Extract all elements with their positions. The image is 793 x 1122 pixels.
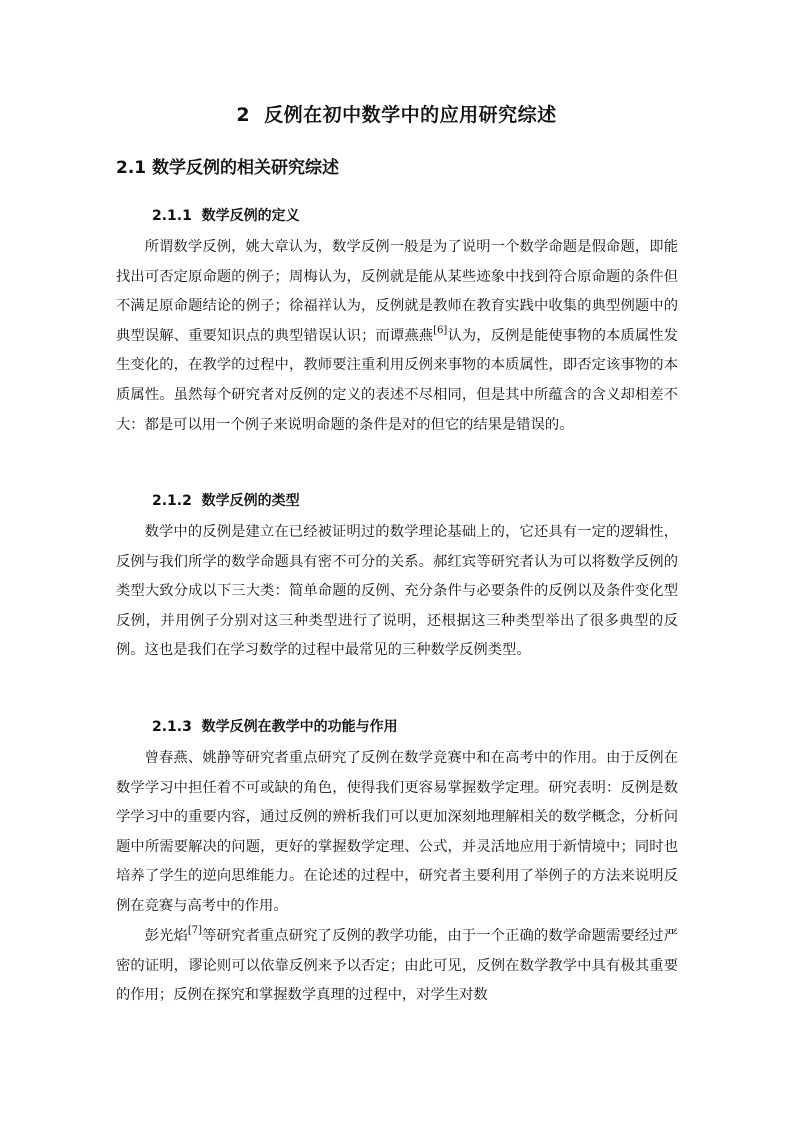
- section-number: 2.1: [116, 158, 147, 178]
- subsection-title: 数学反例在教学中的功能与作用: [201, 719, 398, 735]
- paragraph-types: [116, 518, 678, 666]
- paragraph-text: 认为，反例是能使事物的本质属性发生变化的，在教学的过程中，教师要注重利用反例来事物的本质属性，即否定该事物的本质属性。虽然每个研究者对反例的定义的表述不尽相同，但是其中所蕴含的含义却相差不大：都是可以用一个例子来说明命题的条件是对的但它的结果是错误的。: [116, 327, 679, 433]
- section-heading: [116, 153, 339, 178]
- subsection-title: 数学反例的定义: [201, 208, 300, 224]
- paragraph-text: 数学中的反例是建立在已经被证明过的数学理论基础上的，它还具有一定的逻辑性，反例与我们所学的数学命题具有密不可分的关系。郝红宾等研究者认为可以将数学反例的类型大致分成以下三大类：简单命题的反例、充分条件与必要条件的反例以及条件变化型反例，并用例子分别对这三种类型进行了说明，还根据这三种类型举出了很多典型的反例。这也是我们在学习数学的过程中最常见的三种数学反例类型。: [116, 524, 678, 659]
- paragraph-text: 曾春燕、姚静等研究者重点研究了反例在数学竞赛中和在高考中的作用。由于反例在数学学习中担任着不可或缺的角色，使得我们更容易掌握数学定理。研究表明：反例是数学学习中的重要内容，通过反例的辨析我们可以更加深刻地理解相关的数学概念，分析问题中所需要解决的问题，更好的掌握数学定理、公式，并灵活地应用于新情境中；同时也培养了学生的逆向思维能力。在论述的过程中，研究者主要利用了举例子的方法来说明反例在竞赛与高考中的作用。: [116, 750, 678, 914]
- chapter-title: 反例在初中数学中的应用研究综述: [264, 104, 557, 126]
- paragraph-text: 所谓数学反例，姚大章认为，数学反例一般是为了说明一个数学命题是假命题，即能找出可否定原命题的例子；周梅认为，反例就是能从某些迹象中找到符合原命题的条件但不满足原命题结论的例子；徐福祥认为，反例就是教师在教育实践中收集的典型例题中的典型误解、重要知识点的典型错误认识；而谭燕燕: [116, 239, 678, 344]
- chapter-heading: [0, 100, 793, 127]
- paragraph-text: 等研究者重点研究了反例的教学功能，由于一个正确的数学命题需要经过严密的证明，谬论则可以依靠反例来予以否定；由此可见，反例在数学教学中具有极其重要的作用；反例在探究和掌握数学真理的过程中，对学生对数: [116, 928, 679, 1004]
- citation-6: [6]: [433, 324, 448, 336]
- subsection-number: 2.1.1: [152, 208, 192, 224]
- citation-7: [7]: [187, 925, 203, 936]
- subsection-number: 2.1.2: [152, 493, 192, 509]
- subsection-heading-2-1-3: [152, 716, 398, 736]
- section-title: 数学反例的相关研究综述: [152, 158, 340, 178]
- subsection-title: 数学反例的类型: [201, 493, 300, 509]
- paragraph-functions: [116, 744, 678, 922]
- chapter-number: 2: [236, 104, 251, 126]
- subsection-number: 2.1.3: [152, 719, 192, 735]
- paragraph-definition: [116, 233, 678, 440]
- paragraph-teaching-function: [116, 922, 678, 1011]
- subsection-heading-2-1-2: [152, 490, 300, 510]
- paragraph-text: 彭光焰: [144, 928, 188, 944]
- subsection-heading-2-1-1: [152, 205, 300, 225]
